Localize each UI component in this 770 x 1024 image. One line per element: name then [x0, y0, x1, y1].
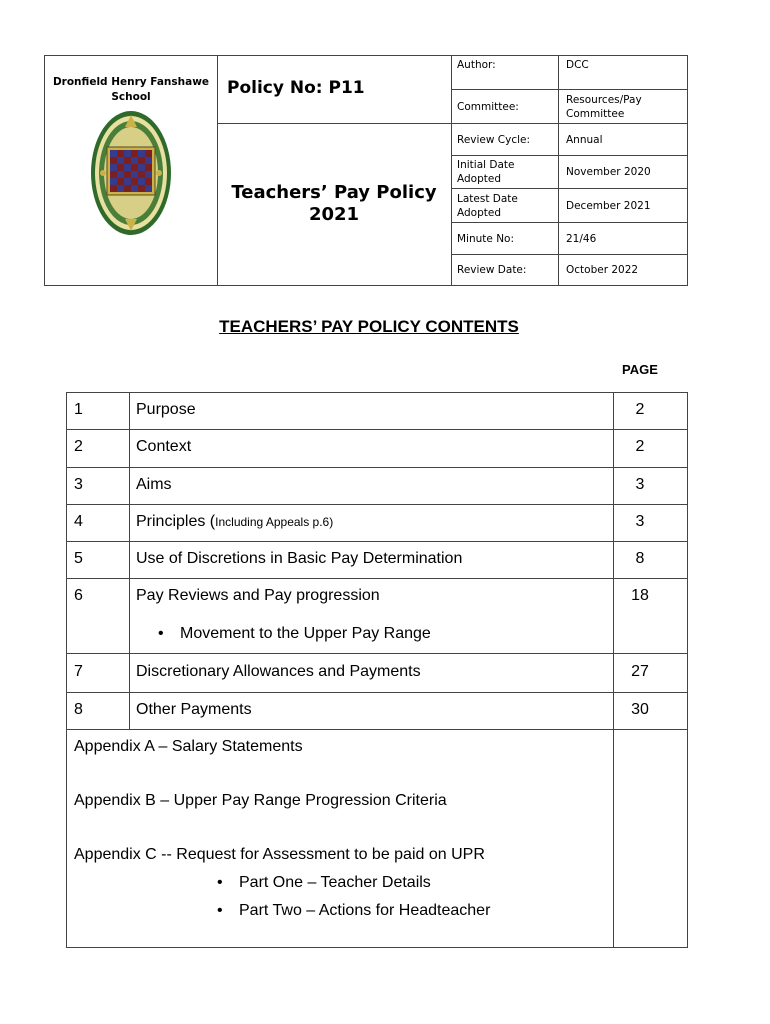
meta-label: Minute No:: [451, 223, 559, 254]
policy-title: [217, 182, 451, 226]
section-title-main: Principles (: [136, 513, 216, 530]
meta-value: 21/46: [566, 232, 597, 245]
meta-row-minute-no: [451, 223, 687, 255]
school-crest-logo: [89, 109, 173, 237]
section-title: Purpose: [136, 401, 196, 418]
section-title: [136, 513, 333, 531]
section-page: 2: [635, 401, 645, 418]
section-number: 8: [74, 701, 83, 718]
section-page: 18: [631, 587, 649, 604]
section-number: 5: [74, 550, 83, 567]
appendix-b: Appendix B – Upper Pay Range Progression Criteria: [74, 792, 447, 809]
meta-row-author: [451, 56, 687, 90]
meta-row-review-cycle: [451, 124, 687, 156]
bullet-icon: •: [217, 874, 223, 891]
school-cell: [45, 56, 218, 285]
section-title: Aims: [136, 476, 172, 493]
section-page: 27: [631, 663, 649, 680]
section-page: 3: [635, 513, 645, 530]
section-subitem: [158, 625, 431, 643]
policy-header-table: [44, 55, 688, 286]
appendix-c-part-one-label: Part One – Teacher Details: [239, 874, 431, 891]
school-name-line1: Dronfield Henry Fanshawe: [52, 76, 210, 88]
meta-label: Review Cycle:: [451, 124, 559, 155]
table-divider: [67, 467, 687, 468]
meta-label: Review Date:: [451, 255, 559, 285]
section-title: Discretionary Allowances and Payments: [136, 663, 421, 680]
section-number: 4: [74, 513, 83, 530]
contents-table: [66, 392, 688, 948]
meta-row-committee: [451, 90, 687, 124]
table-divider: [129, 393, 130, 730]
section-title: Other Payments: [136, 701, 252, 718]
meta-label: Author:: [451, 56, 559, 89]
appendix-c: Appendix C -- Request for Assessment to be paid on UPR: [74, 846, 485, 863]
table-divider: [67, 729, 687, 730]
page-column-label: PAGE: [622, 362, 658, 377]
meta-value: November 2020: [566, 166, 651, 178]
section-number: 1: [74, 401, 83, 418]
meta-value: October 2022: [566, 264, 639, 276]
school-name-line2: School: [111, 91, 151, 103]
section-title: Context: [136, 438, 192, 455]
section-title-note: Including Appeals p.6): [215, 515, 334, 529]
meta-label: Initial Date Adopted: [451, 156, 559, 188]
table-divider: [67, 653, 687, 654]
meta-label: Committee:: [451, 90, 559, 123]
section-number: 2: [74, 438, 83, 455]
table-divider: [67, 692, 687, 693]
meta-value: December 2021: [566, 199, 651, 212]
meta-row-latest-date: [451, 189, 687, 223]
appendix-a: Appendix A – Salary Statements: [74, 738, 303, 755]
meta-value: Annual: [566, 133, 603, 146]
policy-title-line2: 2021: [308, 204, 360, 225]
table-divider: [67, 504, 687, 505]
meta-row-initial-date: [451, 156, 687, 189]
bullet-icon: •: [158, 625, 164, 642]
section-page: 8: [635, 550, 645, 567]
meta-label: Latest Date Adopted: [451, 189, 559, 222]
meta-value: DCC: [566, 59, 589, 71]
policy-title-line1: Teachers’ Pay Policy: [231, 182, 437, 203]
appendix-c-part-one: [217, 874, 431, 892]
policy-cell: [217, 56, 452, 285]
section-page: 3: [635, 476, 645, 493]
meta-row-review-date: [451, 255, 687, 285]
meta-value: Resources/Pay Committee: [566, 93, 642, 120]
appendix-c-part-two-label: Part Two – Actions for Headteacher: [239, 902, 491, 919]
section-page: 30: [631, 701, 649, 718]
section-page: 2: [635, 438, 645, 455]
policy-number: Policy No: P11: [227, 78, 365, 98]
table-divider: [67, 429, 687, 430]
bullet-icon: •: [217, 902, 223, 919]
table-divider: [67, 541, 687, 542]
contents-heading: TEACHERS’ PAY POLICY CONTENTS: [219, 317, 519, 336]
section-title: Use of Discretions in Basic Pay Determination: [136, 550, 463, 567]
appendix-c-part-two: [217, 902, 490, 920]
policy-no-cell: [217, 56, 451, 124]
section-number: 7: [74, 663, 83, 680]
section-number: 3: [74, 476, 83, 493]
section-title: Pay Reviews and Pay progression: [136, 587, 380, 604]
section-subitem-label: Movement to the Upper Pay Range: [180, 625, 431, 642]
school-name: [45, 75, 217, 105]
table-divider: [67, 578, 687, 579]
section-number: 6: [74, 587, 83, 604]
table-divider: [613, 393, 614, 947]
